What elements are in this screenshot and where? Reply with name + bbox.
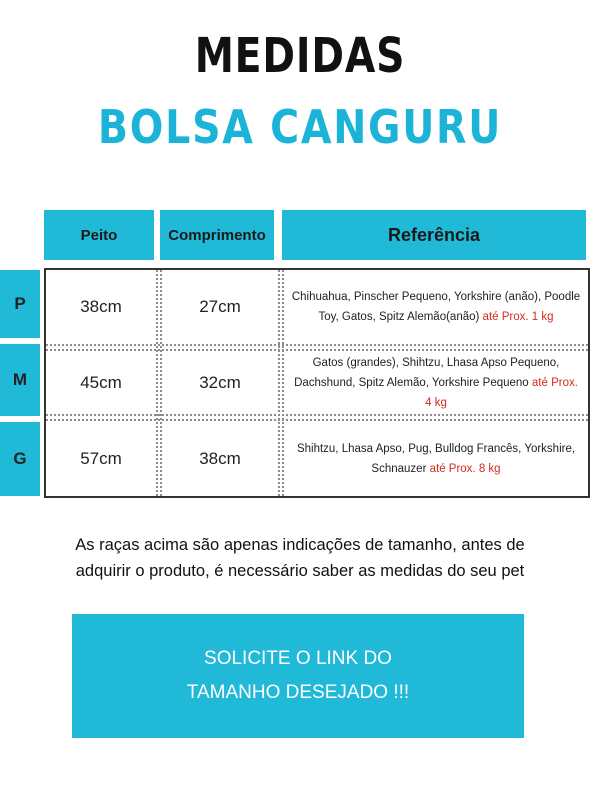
product-title: BOLSA CANGURU bbox=[97, 100, 503, 154]
column-divider bbox=[156, 270, 158, 496]
header-referencia: Referência bbox=[282, 210, 586, 260]
disclaimer-note bbox=[0, 532, 600, 584]
disclaimer-line: adquirir o produto, é necessário saber as medidas do seu pet bbox=[75, 562, 525, 580]
size-label-p: P bbox=[0, 270, 40, 338]
weight-text: até Prox. 1 kg bbox=[482, 311, 554, 323]
cta-line: SOLICITE O LINK DO bbox=[204, 648, 392, 669]
cell-peito-p: 38cm bbox=[80, 297, 122, 316]
cell-comprimento-g: 38cm bbox=[199, 448, 241, 468]
breeds-text: Shihtzu, Lhasa Apso, Pug, Bulldog Francês, Yorkshire, Schnauzer bbox=[296, 442, 576, 475]
request-link-button[interactable] bbox=[72, 614, 524, 738]
column-divider bbox=[278, 270, 280, 496]
cta-line: TAMANHO DESEJADO !!! bbox=[186, 682, 410, 703]
size-label-m: M bbox=[0, 344, 40, 416]
disclaimer-line: As raças acima são apenas indicações de tamanho, antes de bbox=[75, 536, 525, 554]
size-table bbox=[44, 268, 590, 498]
cell-peito-g: 57cm bbox=[80, 448, 122, 468]
cell-referencia-p bbox=[284, 270, 588, 344]
cell-comprimento-p: 27cm bbox=[199, 297, 241, 316]
cell-referencia-m bbox=[284, 351, 588, 414]
row-divider bbox=[46, 344, 588, 346]
page-title: MEDIDAS bbox=[194, 28, 406, 84]
breeds-text: Chihuahua, Pinscher Pequeno, Yorkshire (anão), Poodle Toy, Gatos, Spitz Alemão(anão) bbox=[291, 291, 581, 323]
weight-text: até Prox. 8 kg bbox=[429, 462, 501, 475]
header-peito: Peito bbox=[44, 210, 154, 260]
cell-referencia-g bbox=[284, 421, 588, 496]
breeds-text: Gatos (grandes), Shihtzu, Lhasa Apso Pequeno, Dachshund, Spitz Alemão, Yorkshire Pequeno bbox=[294, 356, 560, 389]
header-comprimento: Comprimento bbox=[160, 210, 274, 260]
cell-comprimento-m: 32cm bbox=[199, 372, 241, 392]
cell-peito-m: 45cm bbox=[80, 372, 122, 392]
row-divider bbox=[46, 414, 588, 416]
weight-text: até Prox. 4 kg bbox=[425, 376, 578, 409]
size-label-g: G bbox=[0, 422, 40, 496]
